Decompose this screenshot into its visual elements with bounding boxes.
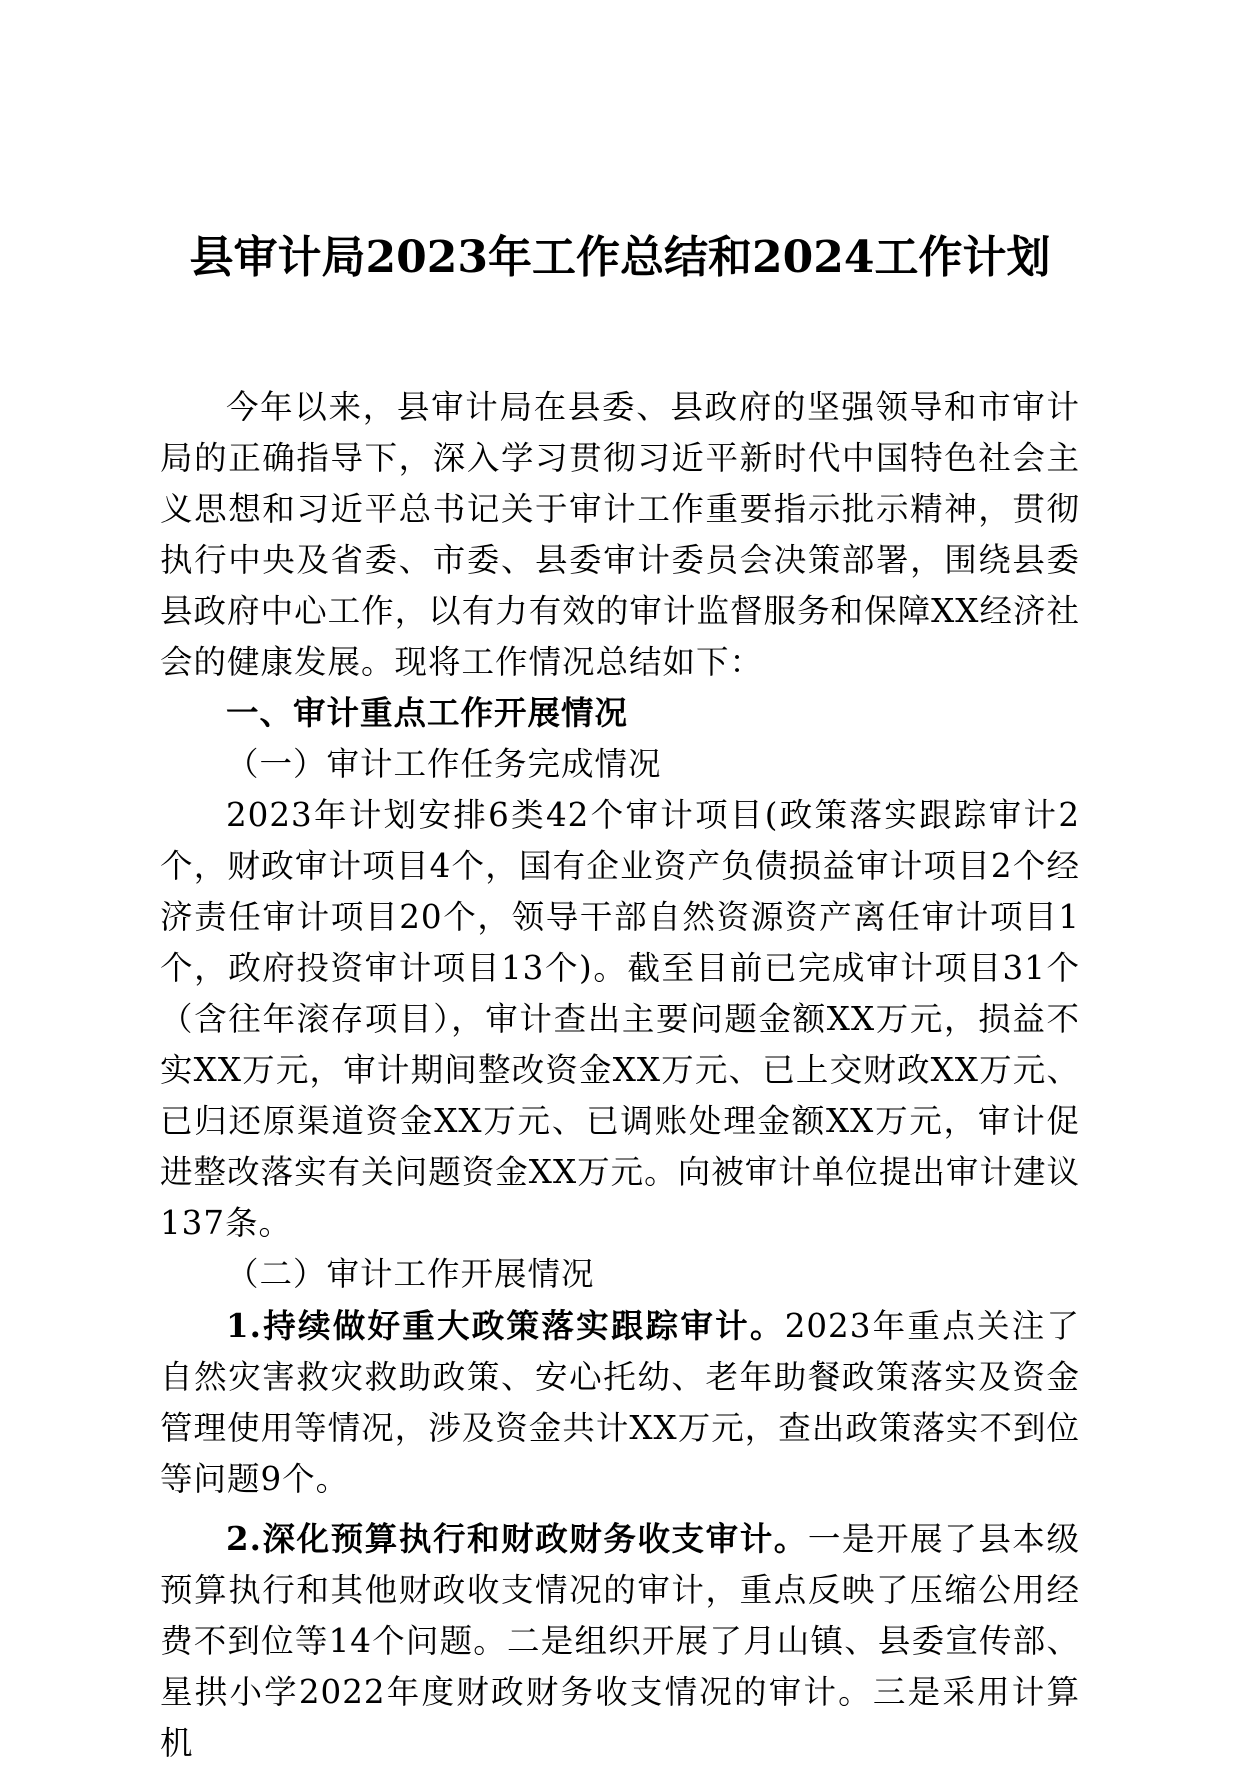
- paragraph-lead: 2.深化预算执行和财政财务收支审计。: [226, 1519, 808, 1558]
- subsection-heading: （二）审计工作开展情况: [226, 1255, 595, 1293]
- subsection-heading: （一）审计工作任务完成情况: [226, 745, 662, 783]
- task-completion-paragraph: 2023年计划安排6类42个审计项目(政策落实跟踪审计2个，财政审计项目4个，国有企业资产负债损益审计项目2个经济责任审计项目20个，领导干部自然资源资产离任审计项目1个，政府投资审计项目13个)。截至目前已完成审计项目31个（含往年滚存项目），审计查出主要问题金额XX万元，损益不实XX万元，审计期间整改资金XX万元、已上交财政XX万元、已归还原渠道资金XX万元、已调账处理金额XX万元，审计促进整改落实有关问题资金XX万元。向被审计单位提出审计建议137条。: [160, 796, 1080, 1242]
- paragraph-text: 一是开展了县本级预算执行和其他财政收支情况的审计，重点反映了压缩公用经费不到位等14个问题。二是组织开展了月山镇、县委宣传部、星拱小学2022年度财政财务收支情况的审计。三是采用计算机: [160, 1520, 1080, 1762]
- section-heading: 一、审计重点工作开展情况: [226, 694, 629, 732]
- paragraph-lead: 1.持续做好重大政策落实跟踪审计。: [226, 1306, 785, 1345]
- document-title: 县审计局2023年工作总结和2024工作计划: [189, 232, 1051, 283]
- budget-audit-paragraph: [160, 1513, 1080, 1769]
- paragraph-text: 2023年重点关注了自然灾害救灾救助政策、安心托幼、老年助餐政策落实及资金管理使用等情况，涉及资金共计XX万元，查出政策落实不到位等问题9个。: [160, 1307, 1080, 1498]
- intro-paragraph: 今年以来，县审计局在县委、县政府的坚强领导和市审计局的正确指导下，深入学习贯彻习近平新时代中国特色社会主义思想和习近平总书记关于审计工作重要指示批示精神，贯彻执行中央及省委、市委、县委审计委员会决策部署，围绕县委县政府中心工作，以有力有效的审计监督服务和保障XX经济社会的健康发展。现将工作情况总结如下：: [160, 388, 1080, 681]
- document-body: [160, 382, 1080, 1769]
- policy-audit-paragraph: [160, 1300, 1080, 1505]
